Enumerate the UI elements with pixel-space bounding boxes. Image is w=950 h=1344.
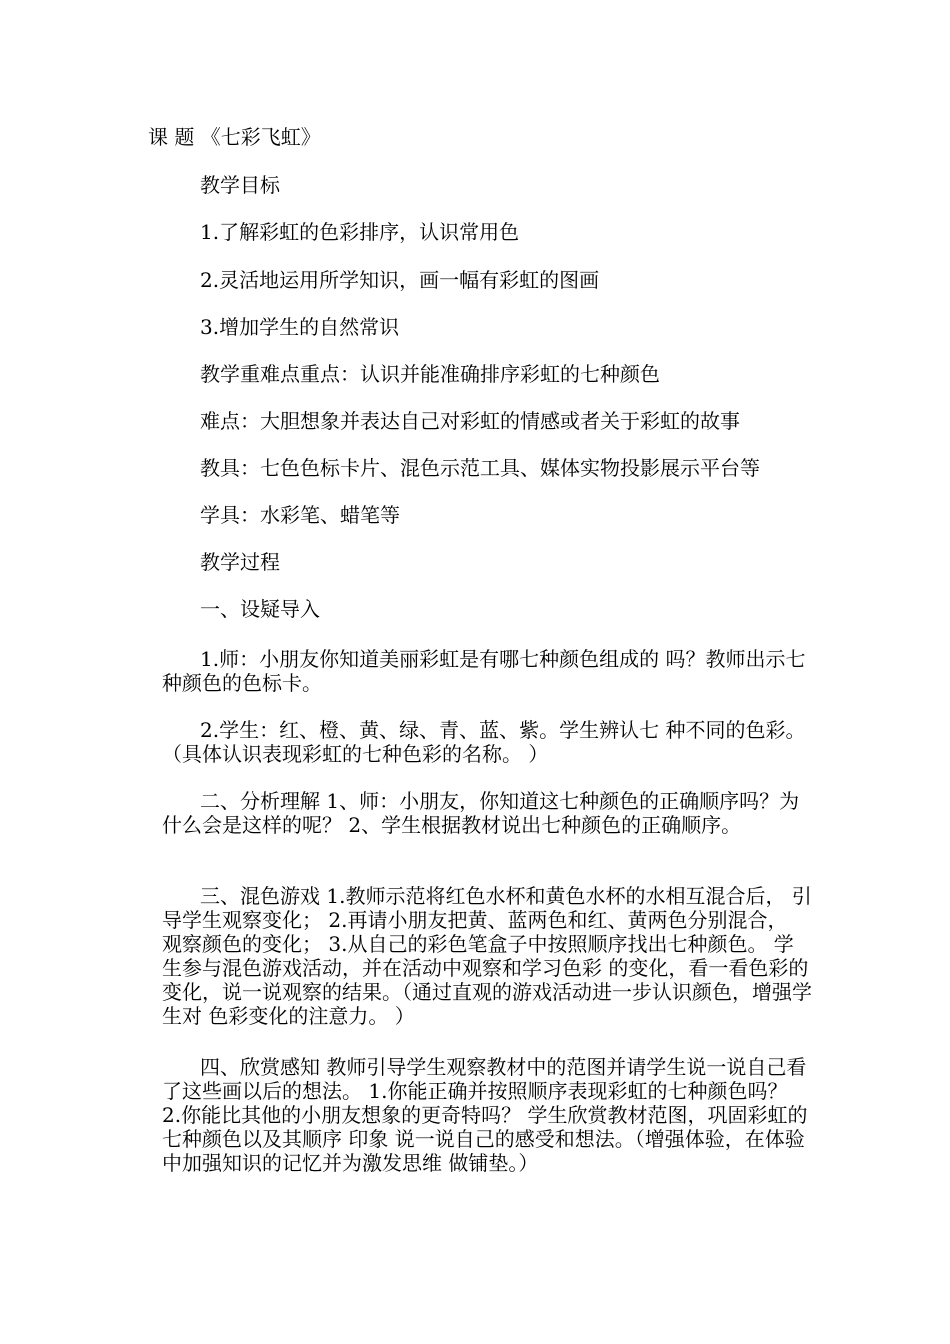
objectives-heading: 教学目标 <box>200 173 280 197</box>
paragraph-teacher-question: 1.师：小朋友你知道美丽彩虹是有哪七种颜色组成的 吗？教师出示七种颜色的色标卡。 <box>162 647 806 695</box>
paragraph-student-answer: 2.学生：红、橙、黄、绿、青、蓝、紫。学生辨认七 种不同的色彩。（具体认识表现彩虹的七种色彩的名称。 ） <box>162 718 806 766</box>
lesson-title: 课 题 《七彩飞虹》 <box>148 125 321 149</box>
objective-3: 3.增加学生的自然常识 <box>200 315 400 339</box>
process-heading: 教学过程 <box>200 550 280 574</box>
paragraph-appreciation: 四、欣赏感知 教师引导学生观察教材中的范图并请学生说一说自己看了这些画以后的想法。 1.你能正确并按照顺序表现彩虹的七种颜色吗？ 2.你能比其他的小朋友想象的更奇特吗？ 学生欣赏教材范图，巩固彩虹的七种颜色以及其顺序 印象 说一说自己的感受和想法。（增强体验，在体验中加强知识的记忆并为激发思维 做铺垫。） <box>162 1055 808 1175</box>
student-supplies: 学具：水彩笔、蜡笔等 <box>200 503 400 527</box>
difficult-points: 难点：大胆想象并表达自己对彩虹的情感或者关于彩虹的故事 <box>200 409 740 433</box>
paragraph-color-mixing: 三、混色游戏 1.教师示范将红色水杯和黄色水杯的水相互混合后， 引导学生观察变化； 2.再请小朋友把黄、蓝两色和红、黄两色分别混合， 观察颜色的变化； 3.从自己的彩色笔盒子中按照顺序找出七种颜色。 学生参与混色游戏活动，并在活动中观察和学习色彩 的变化，看一看色彩的变化，说一说观察的结果。（通过直观的游戏活动进一步认识颜色，增强学生对 色彩变化的注意力。 ） <box>162 884 812 1028</box>
key-points: 教学重难点重点：认识并能准确排序彩虹的七种颜色 <box>200 362 660 386</box>
paragraph-analysis: 二、分析理解 1、师：小朋友，你知道这七种颜色的正确顺序吗？为 什么会是这样的呢？ 2、学生根据教材说出七种颜色的正确顺序。 <box>162 789 800 837</box>
objective-2: 2.灵活地运用所学知识，画一幅有彩虹的图画 <box>200 268 600 292</box>
section-1-heading: 一、设疑导入 <box>200 597 320 621</box>
teaching-aids: 教具：七色色标卡片、混色示范工具、媒体实物投影展示平台等 <box>200 456 760 480</box>
objective-1: 1.了解彩虹的色彩排序，认识常用色 <box>200 220 520 244</box>
